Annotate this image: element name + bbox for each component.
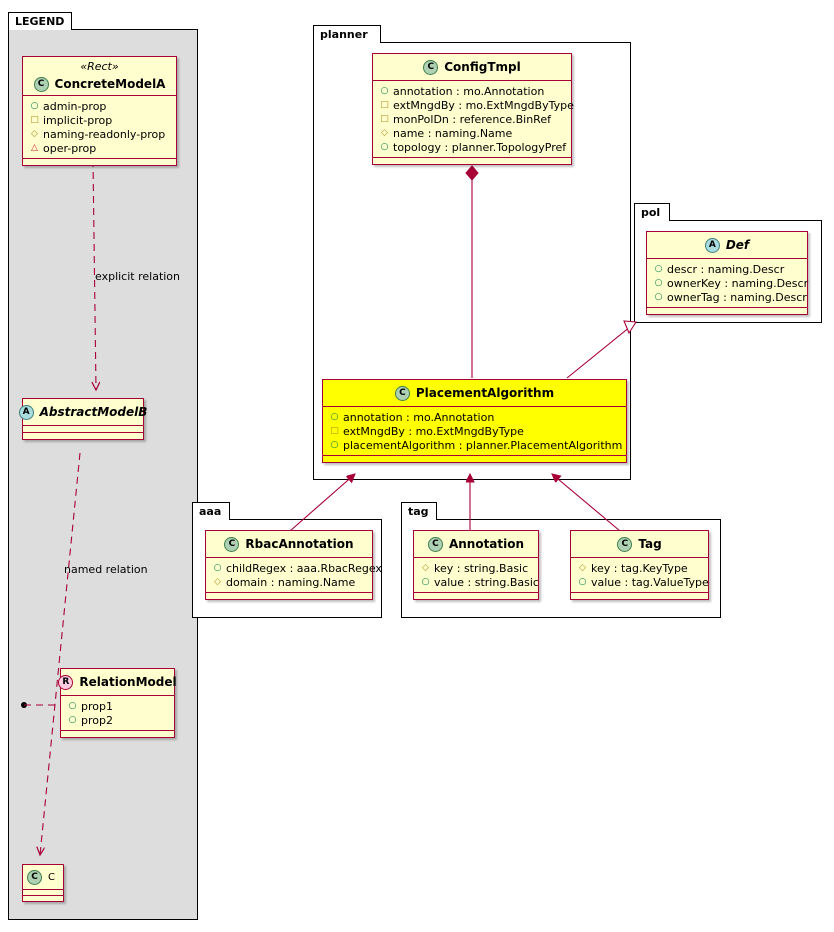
visibility-protected-icon (379, 126, 390, 140)
class-def[interactable] (646, 231, 808, 315)
attribute-row (29, 99, 172, 113)
edge-label-explicit-relation: explicit relation (95, 270, 181, 283)
attribute-text: extMngdBy : mo.ExtMngdByType (393, 98, 574, 112)
class-badge-icon: C (34, 77, 49, 92)
class-title: PlacementAlgorithm (415, 386, 555, 400)
attribute-text: domain : naming.Name (226, 575, 356, 589)
attribute-text: annotation : mo.Annotation (343, 410, 495, 424)
class-tag[interactable] (570, 530, 709, 600)
attribute-row (329, 410, 622, 424)
class-header (23, 73, 176, 95)
attribute-row (577, 561, 704, 575)
empty-compartment (571, 593, 708, 599)
class-title: Annotation (448, 537, 525, 551)
visibility-public-icon (653, 262, 664, 276)
attribute-text: key : string.Basic (434, 561, 529, 575)
empty-compartment (373, 158, 571, 164)
class-header (22, 399, 148, 425)
class-header (23, 865, 63, 889)
visibility-package-icon (379, 112, 390, 126)
empty-compartment (23, 159, 176, 165)
class-annotation[interactable] (413, 530, 539, 600)
attribute-text: admin-prop (43, 99, 107, 113)
class-badge-icon: C (428, 537, 443, 552)
attribute-row (29, 141, 172, 155)
visibility-public-icon (653, 276, 664, 290)
empty-compartment (61, 731, 174, 737)
package-pol-tab: pol (634, 203, 670, 221)
attribute-row (379, 112, 567, 126)
class-title: Def (725, 238, 750, 252)
attribute-text: childRegex : aaa.RbacRegex (226, 561, 382, 575)
class-header (206, 531, 372, 557)
attribute-row (577, 575, 709, 589)
attribute-text: prop1 (81, 699, 113, 713)
visibility-public-icon (379, 140, 390, 154)
attribute-list (323, 407, 626, 455)
attribute-list (373, 81, 574, 157)
visibility-package-icon (29, 113, 40, 127)
class-header (373, 54, 571, 80)
attribute-row (653, 276, 809, 290)
class-header (323, 380, 626, 406)
attribute-row (420, 561, 534, 575)
visibility-public-icon (67, 713, 78, 727)
empty-compartment (206, 593, 372, 599)
attribute-text: monPolDn : reference.BinRef (393, 112, 551, 126)
attribute-list (61, 696, 174, 730)
attribute-row (329, 438, 622, 452)
attribute-list (206, 558, 382, 592)
class-abstract-model-b[interactable] (22, 398, 148, 440)
class-title: RelationModel (79, 675, 177, 689)
attribute-row (379, 84, 567, 98)
class-header (61, 669, 177, 695)
visibility-public-icon (67, 699, 78, 713)
class-title: C (48, 871, 55, 883)
empty-compartment (23, 896, 63, 901)
class-title: ConfigTmpl (444, 60, 521, 74)
attribute-row (420, 575, 539, 589)
class-badge-icon: R (58, 675, 73, 690)
package-legend-tab: LEGEND (8, 12, 72, 30)
class-badge-icon: A (705, 238, 720, 253)
attribute-list (571, 558, 708, 592)
visibility-public-icon (329, 438, 340, 452)
visibility-public-icon (379, 84, 390, 98)
class-badge-icon: A (19, 405, 34, 420)
visibility-protected-icon (212, 575, 223, 589)
attribute-row (212, 575, 368, 589)
visibility-public-icon (329, 410, 340, 424)
visibility-package-icon (379, 98, 390, 112)
class-badge-icon: C (423, 60, 438, 75)
package-tag-tab: tag (401, 502, 437, 520)
attribute-text: prop2 (81, 713, 113, 727)
attribute-text: value : tag.ValueType (591, 575, 709, 589)
empty-compartment (23, 433, 143, 439)
class-badge-icon: C (395, 386, 410, 401)
class-title: ConcreteModelA (54, 77, 166, 91)
attribute-text: descr : naming.Descr (667, 262, 785, 276)
edge-label-named-relation: named relation (64, 563, 148, 576)
attribute-text: annotation : mo.Annotation (393, 84, 545, 98)
attribute-text: naming-readonly-prop (43, 127, 166, 141)
class-header (571, 531, 708, 557)
attribute-row (379, 126, 567, 140)
class-relation-model[interactable] (60, 668, 175, 738)
class-header (647, 232, 807, 258)
attribute-row (329, 424, 622, 438)
class-config-tmpl[interactable] (372, 53, 572, 165)
visibility-protected-icon (29, 127, 40, 141)
class-c[interactable] (22, 864, 64, 902)
visibility-public-icon (420, 575, 431, 589)
attribute-row (653, 290, 807, 304)
attribute-list (647, 259, 807, 307)
visibility-private-icon (29, 141, 40, 155)
attribute-list (414, 558, 538, 592)
attribute-row (29, 113, 172, 127)
attribute-row (379, 98, 574, 112)
class-badge-icon: C (27, 870, 42, 885)
visibility-public-icon (577, 575, 588, 589)
attribute-text: implicit-prop (43, 113, 113, 127)
class-title: Tag (638, 537, 662, 551)
attribute-text: key : tag.KeyType (591, 561, 688, 575)
class-badge-icon: C (224, 537, 239, 552)
attribute-row (379, 140, 567, 154)
visibility-public-icon (29, 99, 40, 113)
attribute-text: ownerTag : naming.Descr (667, 290, 807, 304)
empty-compartment (647, 308, 807, 314)
class-title: RbacAnnotation (245, 537, 354, 551)
attribute-text: topology : planner.TopologyPref (393, 140, 567, 154)
visibility-package-icon (329, 424, 340, 438)
attribute-list (23, 96, 176, 158)
visibility-public-icon (653, 290, 664, 304)
attribute-text: name : naming.Name (393, 126, 513, 140)
attribute-row (653, 262, 803, 276)
attribute-text: oper-prop (43, 141, 97, 155)
class-rbac-annotation[interactable] (205, 530, 382, 600)
visibility-protected-icon (420, 561, 431, 575)
visibility-protected-icon (577, 561, 588, 575)
empty-compartment (414, 593, 538, 599)
package-planner-tab: planner (313, 25, 381, 43)
class-placement-algorithm[interactable] (322, 379, 627, 463)
class-header (414, 531, 538, 557)
attribute-row (29, 127, 172, 141)
empty-compartment (323, 456, 626, 462)
attribute-text: ownerKey : naming.Descr (667, 276, 809, 290)
class-concrete-model-a[interactable] (22, 56, 177, 166)
attribute-text: value : string.Basic (434, 575, 539, 589)
attribute-text: placementAlgorithm : planner.PlacementAlgorithm (343, 438, 623, 452)
attribute-row (67, 699, 170, 713)
class-stereotype: «Rect» (80, 60, 119, 73)
attribute-row (67, 713, 170, 727)
visibility-public-icon (212, 561, 223, 575)
package-aaa-tab: aaa (192, 502, 230, 520)
class-title: AbstractModelB (39, 405, 148, 419)
attribute-row (212, 561, 382, 575)
attribute-text: extMngdBy : mo.ExtMngdByType (343, 424, 524, 438)
class-badge-icon: C (617, 537, 632, 552)
